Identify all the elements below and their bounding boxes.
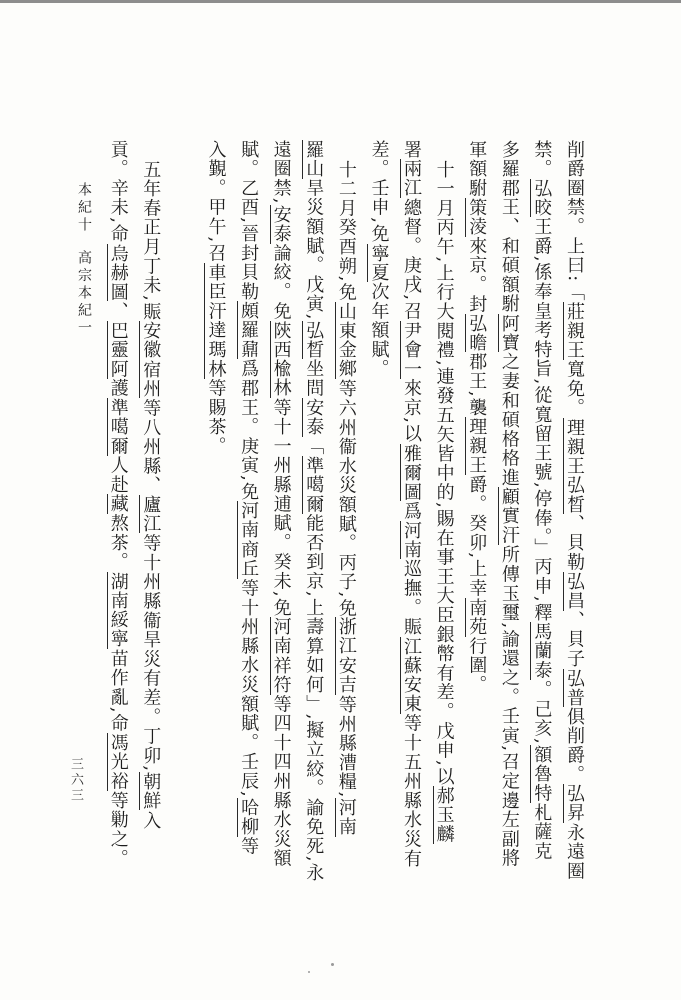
proper-noun: 安泰 <box>303 397 325 437</box>
text-run: 五年春正月丁未,賑 <box>140 159 162 321</box>
proper-noun: 祥符 <box>270 655 292 695</box>
text-column <box>199 140 232 936</box>
text-run: 軍額駙 <box>466 140 488 198</box>
proper-noun: 宿州 <box>140 359 162 399</box>
folio-chapter-title: 高宗本紀一 <box>76 249 92 337</box>
proper-noun: 廬江 <box>140 494 162 534</box>
proper-noun: 綏寧 <box>107 610 129 649</box>
proper-noun: 寧夏 <box>368 243 390 283</box>
proper-noun: 頗羅鼐 <box>238 301 260 360</box>
proper-noun: 額魯特 <box>531 745 553 804</box>
proper-noun: 弘昇 <box>564 784 585 823</box>
proper-noun: 雅爾圖 <box>401 443 423 502</box>
text-run: 等六州衞水災額賦。丙子,免 <box>335 378 357 618</box>
proper-noun: 弘普 <box>564 668 585 708</box>
text-run: 郡王,襲 <box>466 352 488 418</box>
text-run: 行圍。 <box>466 636 488 695</box>
text-column <box>525 140 558 936</box>
text-run: 入 <box>140 810 162 830</box>
text-run: 十二月癸酉朔,免 <box>335 159 357 302</box>
text-run: 等十五州縣水災有 <box>401 713 423 869</box>
blank-column <box>166 140 199 936</box>
proper-noun: 郝玉麟 <box>433 785 455 844</box>
text-run: 「 <box>303 436 325 456</box>
proper-noun: 陝西 <box>270 320 292 360</box>
text-run: 等十州縣衞旱災有差。丁卯, <box>140 533 162 772</box>
proper-noun: 河南 <box>335 798 357 837</box>
proper-noun: 山東 <box>335 301 357 341</box>
proper-noun: 兩江 <box>401 159 423 198</box>
text-run: 王爵,係奉皇考特旨,從寬留王號,停俸。」丙申,釋 <box>531 217 553 623</box>
text-run: 之妻和碩格格進 <box>498 352 520 488</box>
text-run: 爵。癸卯,上幸 <box>466 475 488 598</box>
proper-noun: 弘曕 <box>466 313 488 353</box>
text-run: 所傳玉璽,諭還之。壬寅,召定邊左副將 <box>498 545 520 869</box>
text-run: 人赴 <box>107 455 129 495</box>
text-run: 坐問 <box>303 359 325 398</box>
proper-noun: 朝鮮 <box>140 771 162 811</box>
proper-noun: 理親王弘晳 <box>564 417 585 515</box>
text-column <box>134 140 167 936</box>
proper-noun: 河南 <box>238 501 260 541</box>
proper-noun: 莊親王 <box>564 301 585 360</box>
text-run: 苗作亂,命 <box>107 648 129 734</box>
proper-noun: 安東 <box>401 675 423 714</box>
text-run: 等十州縣水災額賦。壬辰, <box>238 578 260 798</box>
folio-header <box>74 182 94 337</box>
scan-dust-speck <box>308 971 310 973</box>
proper-noun: 策淩 <box>466 197 488 237</box>
text-run: 巡撫。賑 <box>401 559 423 637</box>
text-run: 旱災額賦。戊寅, <box>303 178 325 321</box>
proper-noun: 河南 <box>270 617 292 656</box>
proper-noun: 巴靈阿 <box>107 320 129 379</box>
text-run: 爲郡王。庚寅,免 <box>238 359 260 502</box>
proper-noun: 藏 <box>107 494 129 514</box>
text-run: 論絞。免 <box>270 243 292 321</box>
proper-noun: 商丘 <box>238 540 260 579</box>
scan-dust-speck <box>331 963 334 966</box>
folio-book-part: 本紀十 <box>76 182 92 235</box>
proper-noun: 尹會一 <box>401 320 423 379</box>
text-column <box>492 140 525 936</box>
scan-top-edge <box>0 0 681 3</box>
text-run: 入覲。甲午,召 <box>205 140 227 263</box>
text-run: 永遠圈 <box>564 822 585 881</box>
proper-noun: 金鄉 <box>335 340 357 379</box>
text-column <box>231 140 264 936</box>
proper-noun: 南苑 <box>466 597 488 637</box>
proper-noun: 顧實汗 <box>498 487 520 546</box>
text-run: 。己亥, <box>531 680 553 746</box>
text-run: 貢。辛未,命 <box>107 140 129 244</box>
text-run: 等 <box>238 836 260 856</box>
text-run: 俱削爵。 <box>564 707 585 785</box>
proper-noun: 馮光裕 <box>107 733 129 792</box>
text-run: 十一月丙午,上行大閱禮,連發五矢皆中的,賜在事王大臣銀幣有差。戊申,以 <box>433 159 455 786</box>
text-run: 多羅郡王、和碩額駙 <box>498 140 520 314</box>
proper-noun: 烏赫圖 <box>107 243 129 302</box>
proper-noun: 車臣汗達瑪林 <box>205 262 227 379</box>
text-column <box>101 140 134 936</box>
proper-noun: 準噶爾 <box>107 397 129 456</box>
text-run: 寬免。 <box>564 359 585 418</box>
text-column <box>297 140 330 936</box>
proper-noun: 阿寶 <box>498 313 520 353</box>
text-run: 爲 <box>401 501 423 521</box>
text-run: 札薩克 <box>531 803 553 861</box>
text-run: 次年額賦。 <box>368 282 390 379</box>
text-run: 熬茶。 <box>107 513 129 572</box>
proper-noun: 弘晳 <box>303 320 325 360</box>
text-column <box>362 140 395 936</box>
text-run: 差。壬申,免 <box>368 140 390 244</box>
text-run: 等四十四州縣水災額 <box>270 694 292 869</box>
text-run: 賦。乙酉,晉封貝勒 <box>238 140 260 302</box>
proper-noun: 理親王 <box>466 417 488 476</box>
proper-noun: 浙江 <box>335 617 357 657</box>
text-run: 護 <box>107 378 129 398</box>
proper-noun: 河南 <box>401 520 423 560</box>
proper-noun: 湖南 <box>107 571 129 611</box>
text-run: 能否到京,上壽算如何」,擬立絞。諭免死,永 <box>303 513 325 883</box>
text-column <box>557 140 590 936</box>
proper-noun: 弘昌 <box>564 571 585 611</box>
text-column <box>264 140 297 936</box>
text-run: 、貝子 <box>564 610 585 669</box>
page-number: 三六三 <box>68 757 83 804</box>
proper-noun: 江蘇 <box>401 636 423 676</box>
proper-noun: 楡林 <box>270 359 292 398</box>
text-run: 、 <box>107 301 129 321</box>
proper-noun: 安吉 <box>335 656 357 695</box>
text-run: 禁。 <box>531 140 553 179</box>
text-run: 等十一州縣逋賦。癸未,免 <box>270 397 292 618</box>
proper-noun: 馬蘭泰 <box>531 622 553 681</box>
proper-noun: 哈柳 <box>238 798 260 837</box>
text-run: 等州縣漕糧, <box>335 694 357 799</box>
proper-noun: 羅山 <box>303 140 325 179</box>
text-column <box>427 140 460 936</box>
text-column <box>460 140 493 936</box>
text-run: 、貝勒 <box>564 514 585 572</box>
text-column <box>329 140 362 936</box>
main-text-block <box>101 140 590 936</box>
text-run: 署 <box>401 140 423 160</box>
text-run: 等賜茶。 <box>205 378 227 456</box>
text-run: 來京,以 <box>401 378 423 444</box>
text-run: 遠圈禁, <box>270 140 292 205</box>
text-run: 削爵圈禁。上曰:「 <box>564 140 585 302</box>
text-run: 等八州縣、 <box>140 398 162 495</box>
text-run: 等勦之。 <box>107 791 129 869</box>
proper-noun: 安泰 <box>270 204 292 244</box>
proper-noun: 安徽 <box>140 320 162 360</box>
text-column <box>394 140 427 936</box>
text-run: 來京。封 <box>466 236 488 314</box>
proper-noun: 準噶爾 <box>303 455 325 514</box>
text-run: 總督。庚戌,召 <box>401 197 423 321</box>
proper-noun: 弘晈 <box>531 178 553 218</box>
